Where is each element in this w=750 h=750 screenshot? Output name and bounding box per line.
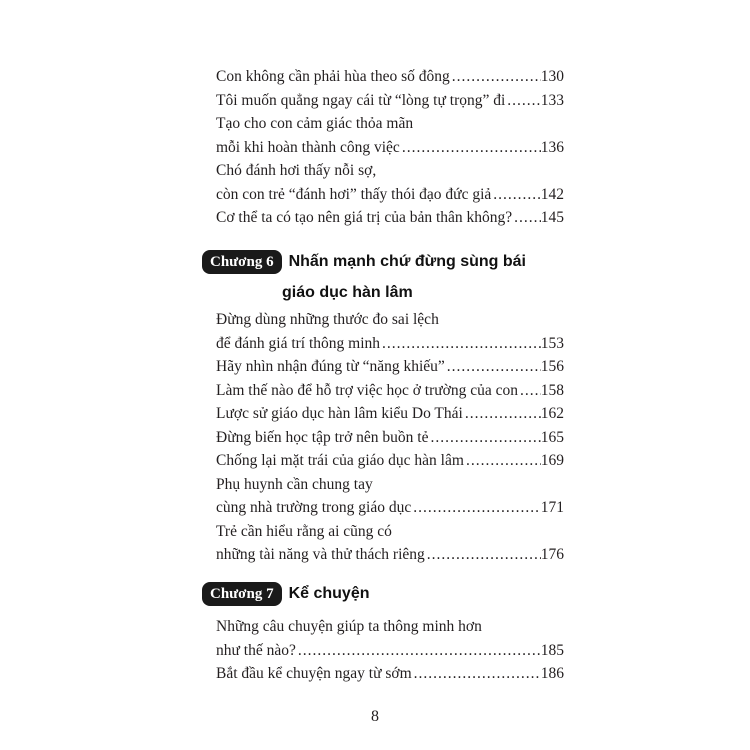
toc-entry-title: cùng nhà trường trong giáo dục — [216, 499, 412, 516]
toc-entry-page: 185 — [540, 641, 564, 659]
toc-entry-page: 186 — [540, 665, 564, 682]
toc-entry-title: như thế nào? — [216, 641, 296, 659]
chapter-title: Kể chuyện — [288, 585, 370, 602]
toc-entry-line — [216, 402, 564, 426]
toc-entry-title: Những câu chuyện giúp ta thông minh hơn — [216, 618, 482, 635]
toc-entry-title: Đừng dùng những thước đo sai lệch — [216, 311, 439, 328]
toc-entry-line — [216, 308, 564, 332]
toc-section-1 — [216, 65, 564, 230]
toc-entry-title: Tôi muốn quẳng ngay cái từ “lòng tự trọng” đi — [216, 91, 506, 109]
page-number: 8 — [371, 708, 379, 725]
chapter-badge: Chương 7 — [202, 582, 282, 606]
toc-entry-title: mỗi khi hoàn thành công việc — [216, 138, 400, 156]
toc-entry-line — [216, 639, 564, 663]
toc-entry-title: Tạo cho con cảm giác thỏa mãn — [216, 115, 414, 132]
chapter-title-line2: giáo dục hàn lâm — [282, 284, 413, 301]
toc-entry-line — [216, 426, 564, 450]
dot-leader — [411, 496, 541, 520]
toc-entry-title: Lược sử giáo dục hàn lâm kiểu Do Thái — [216, 405, 463, 422]
toc-entry-title: Chống lại mặt trái của giáo dục hàn lâm — [216, 452, 464, 469]
dot-leader — [512, 206, 541, 230]
dot-leader — [464, 449, 541, 473]
toc-entry-line — [216, 89, 564, 113]
dot-leader — [445, 355, 541, 379]
toc-entry-page: 169 — [540, 452, 564, 469]
toc-entry-line — [216, 112, 564, 136]
chapter-title: Nhấn mạnh chứ đừng sùng bái — [288, 253, 526, 270]
toc-entry-page: 153 — [540, 334, 564, 352]
chapter-badge: Chương 6 — [202, 250, 282, 274]
toc-entry-page: 158 — [540, 381, 564, 399]
toc-section-chapter-7 — [216, 615, 564, 686]
toc-entry-line — [216, 65, 564, 89]
dot-leader — [296, 639, 541, 663]
toc-entry-title: để đánh giá trí thông minh — [216, 334, 381, 352]
toc-entry-title: còn con trẻ “đánh hơi” thấy thói đạo đức giả — [216, 185, 492, 203]
toc-entry-line — [216, 662, 564, 686]
dot-leader — [380, 332, 541, 356]
toc-entry-line — [216, 183, 564, 207]
toc-entry-title: Cơ thể ta có tạo nên giá trị của bản thân không? — [216, 209, 513, 226]
toc-entry-line — [216, 355, 564, 379]
toc-entry-title: Con không cần phải hùa theo số đông — [216, 68, 450, 85]
toc-entry-line — [216, 520, 564, 544]
toc-entry-line — [216, 473, 564, 497]
dot-leader — [450, 65, 541, 89]
toc-entry-page: 165 — [540, 428, 564, 446]
toc-entry-title: những tài năng và thử thách riêng — [216, 546, 425, 563]
toc-entry-line — [216, 206, 564, 230]
toc-entry-title: Làm thế nào để hỗ trợ việc học ở trường của con — [216, 381, 518, 399]
toc-entry-title: Chó đánh hơi thấy nỗi sợ, — [216, 162, 377, 179]
toc-entry-title: Trẻ cần hiểu rằng ai cũng có — [216, 522, 392, 540]
dot-leader — [428, 426, 540, 450]
dot-leader — [491, 183, 540, 207]
toc-entry-title: Bắt đầu kể chuyện ngay từ sớm — [216, 665, 412, 682]
toc-entry-line — [216, 543, 564, 567]
chapter-6-heading — [202, 248, 526, 310]
dot-leader — [518, 379, 541, 403]
toc-entry-title: Hãy nhìn nhận đúng từ “năng khiếu” — [216, 358, 445, 375]
toc-entry-page: 142 — [540, 185, 564, 203]
toc-entry-page: 156 — [540, 358, 564, 375]
dot-leader — [463, 402, 541, 426]
toc-entry-page: 130 — [540, 68, 564, 85]
toc-entry-page: 162 — [540, 405, 564, 422]
toc-section-chapter-6 — [216, 308, 564, 567]
toc-entry-title: Phụ huynh cần chung tay — [216, 475, 373, 493]
dot-leader — [505, 89, 540, 113]
toc-entry-page: 133 — [540, 91, 564, 109]
toc-entry-line — [216, 449, 564, 473]
toc-entry-line — [216, 615, 564, 639]
dot-leader — [400, 136, 541, 160]
dot-leader — [412, 662, 541, 686]
toc-entry-line — [216, 496, 564, 520]
toc-entry-page: 176 — [540, 546, 564, 563]
toc-entry-line — [216, 159, 564, 183]
toc-entry-title: Đừng biến học tập trở nên buồn tẻ — [216, 428, 429, 446]
toc-entry-line — [216, 332, 564, 356]
toc-entry-line — [216, 136, 564, 160]
chapter-7-heading — [202, 580, 370, 608]
dot-leader — [425, 543, 541, 567]
toc-entry-page: 136 — [540, 138, 564, 156]
toc-entry-line — [216, 379, 564, 403]
toc-entry-page: 171 — [540, 499, 564, 516]
toc-entry-page: 145 — [540, 209, 564, 226]
